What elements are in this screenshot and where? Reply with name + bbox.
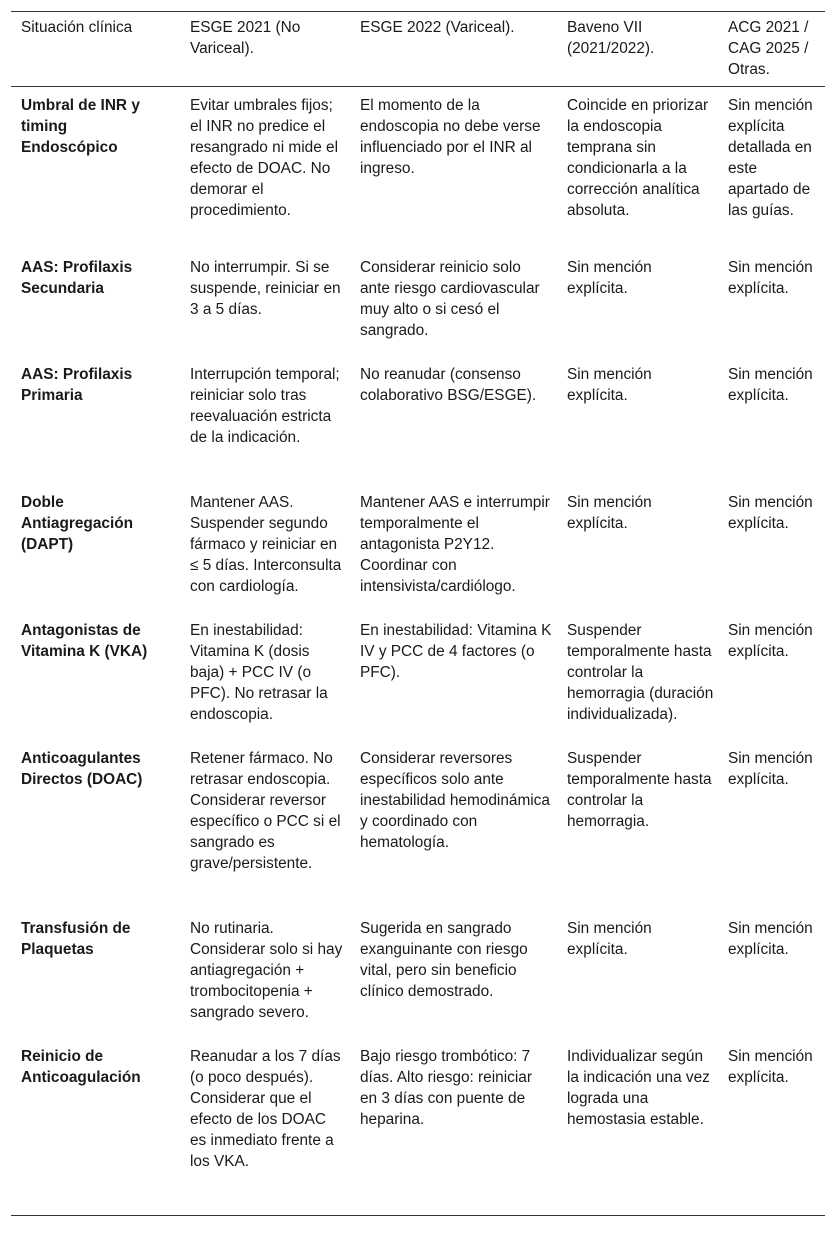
cell-esge-2022: Considerar reversores específicos solo ante inestabilidad hemodinámica y coordinado con hematología. <box>360 749 550 851</box>
cell-esge-2022: Bajo riesgo trombótico: 7 días. Alto riesgo: reiniciar en 3 días con puente de heparina. <box>360 1047 532 1128</box>
cell-baveno-vii: Suspender temporalmente hasta controlar la hemorragia (duración individualizada). <box>567 621 714 723</box>
table-row <box>11 364 825 492</box>
cell-acg-cag-otras: Sin mención explícita. <box>728 749 813 788</box>
cell-acg-cag-otras: Sin mención explícita. <box>728 1047 813 1086</box>
cell-esge-2022: Considerar reinicio solo ante riesgo cardiovascular muy alto o si cesó el sangrado. <box>360 258 540 339</box>
row-label-text: Umbral de INR y timing Endoscópico <box>21 97 140 156</box>
table-header <box>11 12 825 87</box>
cell-esge-2021: Evitar umbrales fijos; el INR no predice el resangrado ni mide el efecto de DOAC. No demorar el procedimiento. <box>190 97 339 219</box>
row-label <box>11 620 180 748</box>
cell-esge-2021: No rutinaria. Considerar solo si hay antiagregación + trombocitopenia + sangrado severo. <box>190 919 343 1021</box>
header-situacion-clinica: Situación clínica <box>21 19 133 36</box>
cell-esge-2022: En inestabilidad: Vitamina K IV y PCC de 4 factores (o PFC). <box>360 621 552 681</box>
row-label: Transfusión de Plaquetas <box>21 919 131 958</box>
cell-esge-2021: Retener fármaco. No retrasar endoscopia. Considerar reversor específico o PCC si el sangrado es grave/persistente. <box>190 749 341 872</box>
table-row <box>11 748 825 918</box>
header-esge-2022: ESGE 2022 (Variceal). <box>360 19 515 36</box>
cell-acg-cag-otras: Sin mención explícita. <box>728 258 813 297</box>
cell-esge-2021: No interrumpir. Si se suspende, reiniciar en 3 a 5 días. <box>190 258 341 318</box>
table-row <box>11 492 825 620</box>
row-label: AAS: Profilaxis Secundaria <box>21 258 133 297</box>
table-row <box>11 257 825 364</box>
table-row <box>11 918 825 1046</box>
row-label: AAS: Profilaxis Primaria <box>21 365 133 404</box>
cell-baveno-vii: Sin mención explícita. <box>567 493 652 532</box>
row-label: Reinicio de Anticoagulación <box>21 1047 141 1086</box>
cell-acg-cag-otras: Sin mención explícita. <box>728 493 813 532</box>
cell-acg-cag-otras: Sin mención explícita. <box>728 919 813 958</box>
clinical-guidelines-table <box>11 11 825 1216</box>
row-label-text: Anticoagulantes Directos (DOAC) <box>21 749 143 788</box>
cell-acg-cag-otras: Sin mención explícita. <box>728 365 813 404</box>
cell-esge-2021: Interrupción temporal; reiniciar solo tras reevaluación estricta de la indicación. <box>190 365 340 446</box>
cell-baveno-vii: Coincide en priorizar la endoscopia temprana sin condicionarla a la corrección analítica absoluta. <box>567 97 709 219</box>
cell-acg-cag-otras: Sin mención explícita. <box>728 621 813 660</box>
cell-esge-2021: En inestabilidad: Vitamina K (dosis baja) + PCC IV (o PFC). No retrasar la endoscopia. <box>190 621 328 723</box>
header-acg-cag-otras: ACG 2021 / CAG 2025 / Otras. <box>728 19 809 78</box>
cell-esge-2021: Reanudar a los 7 días (o poco después). Considerar que el efecto de los DOAC es inmediato frente a los VKA. <box>190 1047 341 1170</box>
table-row <box>11 1046 825 1216</box>
cell-baveno-vii: Sin mención explícita. <box>567 365 652 404</box>
row-label <box>11 748 180 918</box>
row-label-text: Antagonistas de Vitamina K (VKA) <box>21 621 148 660</box>
row-label: Doble Antiagregación (DAPT) <box>21 493 134 553</box>
cell-baveno-vii: Individualizar según la indicación una vez lograda una hemostasia estable. <box>567 1047 710 1128</box>
cell-esge-2021: Mantener AAS. Suspender segundo fármaco y reiniciar en ≤ 5 días. Interconsulta con cardiología. <box>190 493 342 595</box>
table-body <box>11 87 825 1216</box>
cell-baveno-vii: Suspender temporalmente hasta controlar la hemorragia. <box>567 749 712 830</box>
cell-esge-2022: Mantener AAS e interrumpir temporalmente el antagonista P2Y12. Coordinar con intensivista/cardiólogo. <box>360 493 550 595</box>
header-baveno-vii: Baveno VII (2021/2022). <box>567 19 655 57</box>
cell-baveno-vii: Sin mención explícita. <box>567 258 652 297</box>
cell-esge-2022: El momento de la endoscopia no debe verse influenciado por el INR al ingreso. <box>360 97 541 177</box>
cell-esge-2022: Sugerida en sangrado exanguinante con riesgo vital, pero sin beneficio clínico demostrado. <box>360 919 528 1000</box>
cell-acg-cag-otras: Sin mención explícita detallada en este apartado de las guías. <box>728 97 813 219</box>
cell-baveno-vii: Sin mención explícita. <box>567 919 652 958</box>
header-row <box>11 12 825 87</box>
table-row <box>11 87 825 257</box>
table-row <box>11 620 825 748</box>
row-label <box>11 87 180 257</box>
header-esge-2021: ESGE 2021 (No Variceal). <box>190 19 301 57</box>
cell-esge-2022: No reanudar (consenso colaborativo BSG/ESGE). <box>360 365 537 404</box>
